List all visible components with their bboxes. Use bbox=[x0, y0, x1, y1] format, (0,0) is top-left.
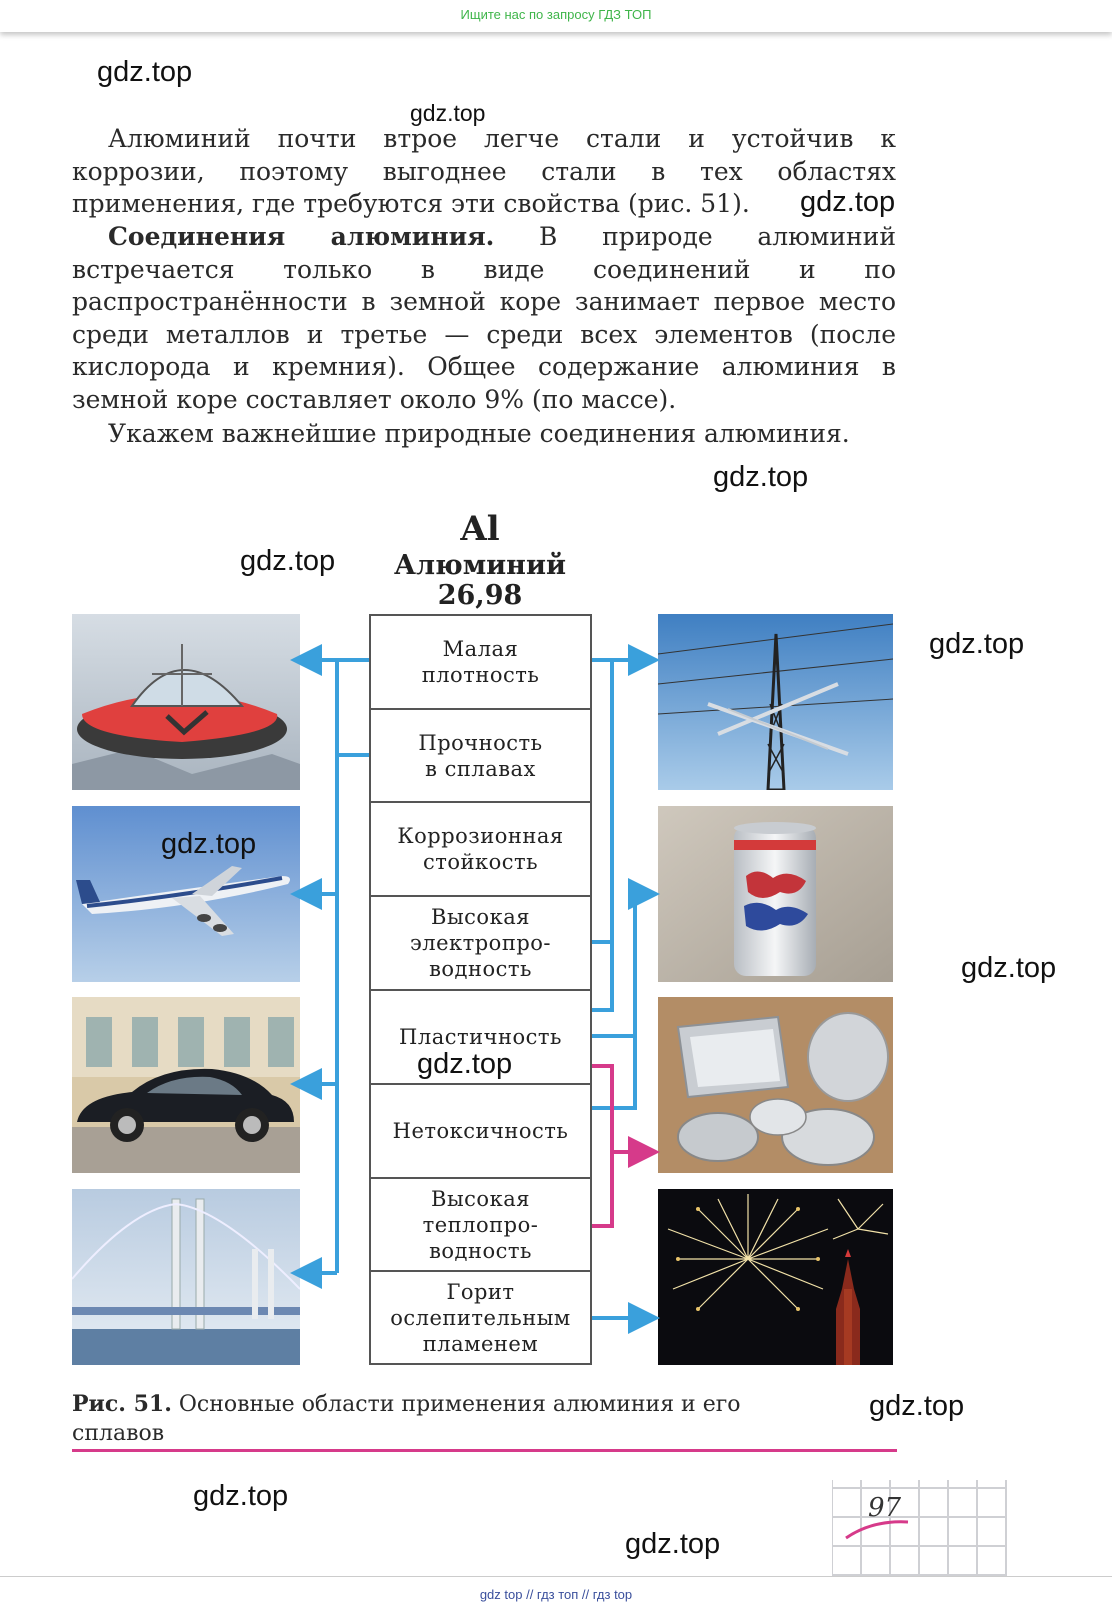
nontoxic-line bbox=[592, 1036, 635, 1108]
watermark: gdz.top bbox=[961, 952, 1057, 984]
top-banner bbox=[0, 0, 1112, 32]
caption-text: Основные области применения алюминия и его сплавов bbox=[72, 1392, 741, 1446]
bridge-photo bbox=[72, 1189, 300, 1365]
property-low-density: Малая плотность bbox=[371, 616, 590, 710]
pink-bracket bbox=[592, 1066, 612, 1226]
power-line-tower-photo bbox=[658, 614, 893, 790]
properties-table bbox=[369, 614, 592, 1365]
paragraph-2-text: В природе алюминий встречается только в виде соединений и по распространённости в земной коре занимает первое место среди металлов и третье — среди всех элементов (после кислорода и кремния). Общее содержание алюминия в земной коре составляет около 9% (по массе). bbox=[72, 222, 896, 414]
paragraph-2 bbox=[72, 221, 896, 416]
paragraph-3 bbox=[72, 418, 896, 451]
paragraph-3-text: Укажем важнейшие природные соединения алюминия. bbox=[108, 419, 850, 448]
plasticity-to-tower-line bbox=[592, 942, 612, 1010]
property-non-toxicity: Нетоксичность bbox=[371, 1085, 590, 1179]
watermark: gdz.top bbox=[193, 1480, 289, 1512]
property-strength-in-alloys: Прочность в сплавах bbox=[371, 710, 590, 803]
section-heading: Соединения алюминия. bbox=[108, 222, 495, 251]
right-blue-arrows bbox=[592, 660, 644, 1318]
property-corrosion-resistance: Коррозионная стойкость bbox=[371, 803, 590, 897]
watermark: gdz.top bbox=[625, 1528, 721, 1560]
figure-caption bbox=[72, 1390, 832, 1448]
property-plasticity: Пластичность bbox=[371, 991, 590, 1085]
left-trunk bbox=[337, 660, 369, 1273]
arrow-to-can bbox=[592, 894, 644, 1036]
element-symbol: Al bbox=[460, 509, 500, 549]
property-burns-brightly: Горит ослепительным пламенем bbox=[390, 1279, 571, 1356]
paragraph-1 bbox=[72, 123, 896, 221]
watermark: gdz.top bbox=[417, 1048, 513, 1080]
watermark: gdz.top bbox=[240, 545, 336, 577]
drink-can-photo bbox=[658, 806, 893, 982]
hovercraft-photo bbox=[72, 614, 300, 790]
paragraph-1-text: Алюминий почти втрое легче стали и устойчив к коррозии, поэтому выгоднее стали в тех областях применения, где требуются эти свойства (рис. 51). bbox=[72, 124, 896, 218]
watermark: gdz.top bbox=[161, 828, 257, 860]
watermark: gdz.top bbox=[800, 186, 896, 218]
element-mass: 26,98 bbox=[437, 580, 523, 611]
watermark: gdz.top bbox=[97, 56, 193, 88]
page-number-grid bbox=[832, 1480, 1007, 1580]
element-name: Алюминий bbox=[393, 550, 566, 581]
top-banner-text[interactable]: Ищите нас по запросу ГДЗ ТОП bbox=[460, 7, 652, 22]
conductivity-line bbox=[592, 660, 612, 942]
bottom-banner bbox=[0, 1576, 1112, 1611]
left-arrows bbox=[306, 660, 369, 1273]
watermark: gdz.top bbox=[929, 628, 1025, 660]
watermark: gdz.top bbox=[869, 1390, 965, 1422]
watermark: gdz.top bbox=[410, 100, 486, 126]
aluminum-cookware-photo bbox=[658, 997, 893, 1173]
property-thermal-conductivity: Высокая теплопро- водность bbox=[371, 1179, 590, 1272]
caption-label: Рис. 51. bbox=[72, 1391, 172, 1417]
car-photo bbox=[72, 997, 300, 1173]
property-electrical-conductivity: Высокая электропро- водность bbox=[371, 897, 590, 991]
fireworks-photo bbox=[658, 1189, 893, 1365]
page-number: 97 bbox=[868, 1493, 902, 1523]
right-pink-arrows bbox=[592, 1066, 644, 1226]
bottom-banner-text[interactable]: gdz top // гдз топ // гдз top bbox=[479, 1587, 633, 1602]
watermark: gdz.top bbox=[713, 461, 809, 493]
caption-divider bbox=[72, 1449, 897, 1452]
